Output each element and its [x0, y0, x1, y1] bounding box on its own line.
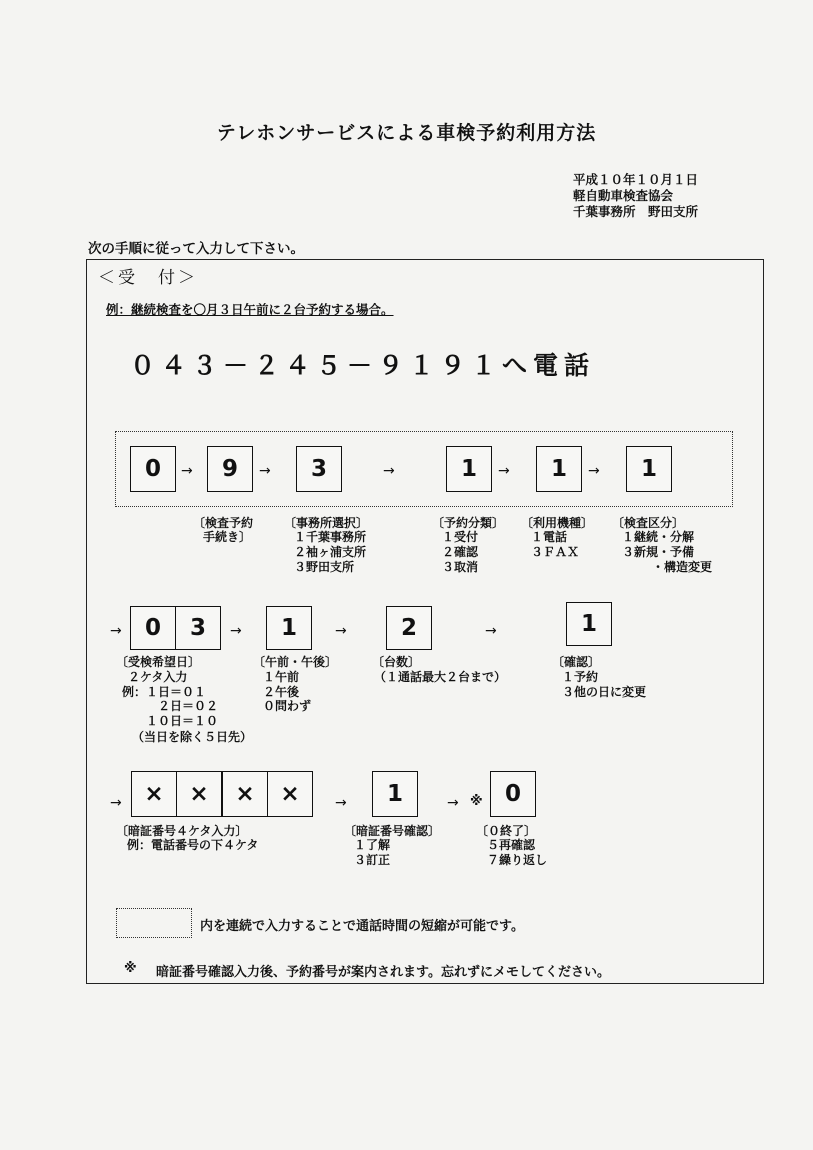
step-label: １千葉事務所	[294, 530, 367, 544]
step-label: １了解	[354, 838, 391, 852]
instruction-text: 次の手順に従って入力して下さい。	[88, 241, 304, 257]
step-label: 〔台数〕	[372, 655, 421, 669]
section-label: ＜受 付＞	[98, 268, 198, 288]
step-label: ２袖ヶ浦支所	[294, 545, 367, 559]
legend-text: 内を連続で入力することで通話時間の短縮が可能です。	[200, 919, 524, 934]
asterisk-mark: ※	[470, 794, 483, 809]
step-label: ２ケタ入力	[128, 670, 188, 684]
page-title: テレホンサービスによる車検予約利用方法	[216, 122, 597, 144]
issuing-office: 千葉事務所 野田支所	[573, 204, 699, 219]
step-label: 〔検査予約	[193, 516, 254, 530]
arrow-right-icon: →	[485, 623, 497, 639]
step-label: ２日＝０２	[158, 699, 219, 713]
step-label: ３訂正	[354, 853, 391, 867]
arrow-right-icon: →	[335, 623, 347, 639]
arrow-right-icon: →	[498, 463, 510, 479]
step-label: ３取消	[442, 560, 479, 574]
step-label: ３他の日に変更	[562, 685, 647, 699]
step-label: ３野田支所	[294, 560, 355, 574]
arrow-right-icon: →	[110, 795, 122, 811]
digit-box: 0	[130, 606, 176, 650]
step-label: 例：１日＝０１	[122, 685, 207, 699]
issuing-organization: 軽自動車検査協会	[573, 188, 674, 203]
legend-dotted-box	[116, 908, 192, 938]
step-label: ・構造変更	[652, 560, 713, 574]
step-label: 〔確認〕	[552, 655, 601, 669]
digit-box: ×	[267, 771, 313, 817]
digit-box: 2	[386, 606, 432, 650]
arrow-right-icon: →	[447, 795, 459, 811]
step-label: ３ＦＡＸ	[531, 545, 580, 559]
digit-box: 3	[175, 606, 221, 650]
step-label: 〔午前・午後〕	[253, 655, 338, 669]
arrow-right-icon: →	[259, 463, 271, 479]
step-label: ３新規・予備	[622, 545, 695, 559]
digit-box: 1	[266, 606, 312, 650]
step-label: 〔予約分類〕	[432, 516, 505, 530]
arrow-right-icon: →	[383, 463, 395, 479]
digit-box: 3	[296, 446, 342, 492]
example-text: 例：継続検査を〇月３日午前に２台予約する場合。	[106, 302, 394, 317]
arrow-right-icon: →	[335, 795, 347, 811]
step-label: １午前	[263, 670, 300, 684]
digit-box: ×	[222, 771, 268, 817]
arrow-right-icon: →	[230, 623, 242, 639]
digit-box: 1	[626, 446, 672, 492]
step-label: 〔０終了〕	[476, 824, 537, 838]
step-label: １受付	[442, 530, 479, 544]
step-label: １予約	[562, 670, 599, 684]
step-label: ７繰り返し	[487, 853, 548, 867]
step-label: １電話	[531, 530, 568, 544]
digit-box: 1	[536, 446, 582, 492]
issue-date: 平成１０年１０月１日	[573, 172, 699, 187]
step-label: 手続き〕	[203, 530, 252, 544]
step-label: 〔暗証番号確認〕	[344, 824, 441, 838]
digit-box: 1	[566, 602, 612, 646]
step-label: ２午後	[263, 685, 300, 699]
step-label: １継続・分解	[622, 530, 695, 544]
step-label: ５再確認	[487, 838, 536, 852]
step-label: （１通話最大２台まで）	[374, 670, 507, 684]
step-label: ２確認	[442, 545, 479, 559]
digit-box: 1	[446, 446, 492, 492]
step-label: 〔暗証番号４ケタ入力〕	[116, 824, 248, 838]
arrow-right-icon: →	[588, 463, 600, 479]
phone-number: ０４３－２４５－９１９１へ電話	[130, 351, 596, 380]
digit-box: 0	[130, 446, 176, 492]
footer-note: 暗証番号確認入力後、予約番号が案内されます。忘れずにメモしてください。	[156, 965, 610, 980]
step-label: １０日＝１０	[146, 714, 219, 728]
arrow-right-icon: →	[110, 623, 122, 639]
step-label: 〔受検希望日〕	[116, 655, 201, 669]
step-label: （当日を除く５日先）	[132, 730, 253, 744]
step-label: 〔利用機種〕	[521, 516, 594, 530]
step-label: 〔検査区分〕	[612, 516, 685, 530]
footer-mark: ※	[124, 961, 137, 976]
step-label: 〔事務所選択〕	[284, 516, 369, 530]
step-label: ０問わず	[263, 699, 312, 713]
digit-box: 1	[372, 771, 418, 817]
digit-box: 0	[490, 771, 536, 817]
step-label: 例：電話番号の下４ケタ	[127, 838, 259, 852]
digit-box: ×	[176, 771, 222, 817]
arrow-right-icon: →	[181, 463, 193, 479]
digit-box: 9	[207, 446, 253, 492]
digit-box: ×	[131, 771, 177, 817]
